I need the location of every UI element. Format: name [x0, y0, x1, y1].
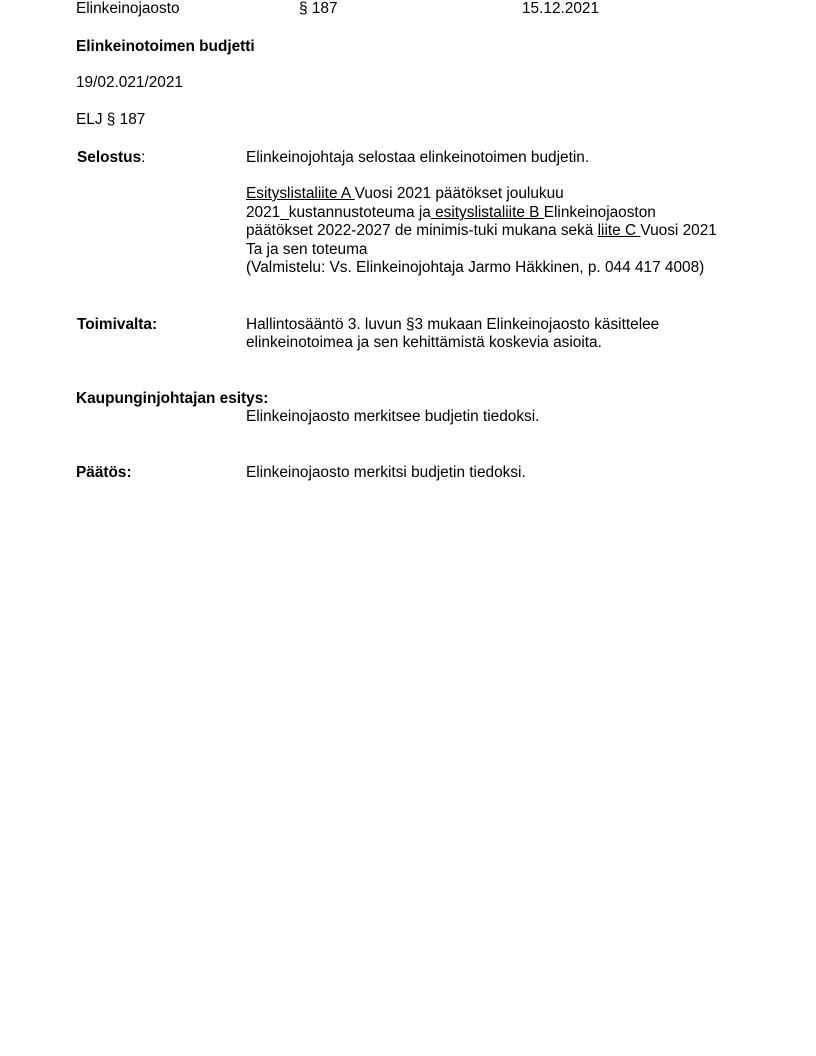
selostus-label: Selostus: [77, 149, 146, 166]
attachment-b-link[interactable]: esityslistaliite B [430, 204, 544, 221]
selostus-line-4: Ta ja sen toteuma [246, 241, 368, 258]
reference: ELJ § 187 [76, 111, 146, 128]
attachment-a-link[interactable]: Esityslistaliite A [246, 185, 355, 202]
header-section: § 187 [299, 0, 338, 17]
paatos-label: Päätös: [76, 464, 132, 481]
selostus-line-2: 2021_kustannustoteuma ja esityslistaliite B Elinkeinojaoston [246, 204, 656, 221]
paatos-text: Elinkeinojaosto merkitsi budjetin tiedoksi. [246, 464, 526, 481]
case-number: 19/02.021/2021 [76, 74, 183, 91]
selostus-line-1: Esityslistaliite A Vuosi 2021 päätökset joulukuu [246, 185, 564, 202]
selostus-preparer: (Valmistelu: Vs. Elinkeinojohtaja Jarmo Häkkinen, p. 044 417 4008) [246, 259, 705, 276]
toimivalta-label: Toimivalta: [77, 316, 158, 333]
attachment-c-link[interactable]: liite C [597, 222, 641, 239]
esitys-text: Elinkeinojaosto merkitsee budjetin tiedoksi. [246, 408, 540, 425]
header-body: Elinkeinojaosto [76, 0, 180, 17]
selostus-intro: Elinkeinojohtaja selostaa elinkeinotoimen budjetin. [246, 149, 590, 166]
header-date: 15.12.2021 [522, 0, 600, 17]
toimivalta-line-1: Hallintosääntö 3. luvun §3 mukaan Elinkeinojaosto käsittelee [246, 316, 660, 333]
selostus-line-3: päätökset 2022-2027 de minimis-tuki mukana sekä liite C Vuosi 2021 [246, 222, 717, 239]
esitys-label: Kaupunginjohtajan esitys: [76, 390, 269, 407]
document-title: Elinkeinotoimen budjetti [76, 38, 255, 55]
toimivalta-line-2: elinkeinotoimea ja sen kehittämistä koskevia asioita. [246, 334, 602, 351]
